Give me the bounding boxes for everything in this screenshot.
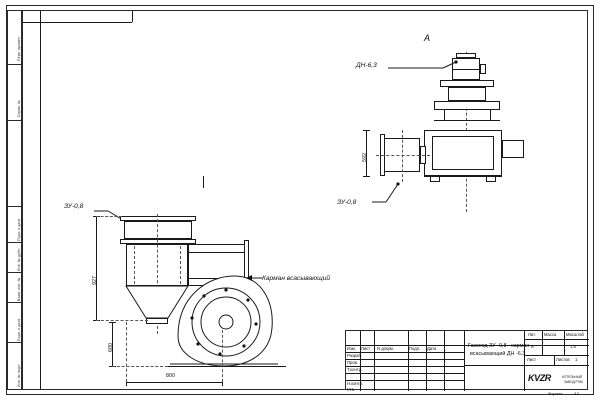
housing-foot-left: [430, 176, 440, 182]
tb-line: [542, 331, 543, 355]
dim-tick: [109, 322, 116, 323]
dim-ext-800-left: [126, 322, 127, 382]
fan-base-line: [166, 366, 286, 367]
tb-line: [524, 331, 525, 391]
stamp-cell: [8, 343, 22, 390]
stamp-cell-label: Справ. №: [17, 100, 21, 117]
view-mark-a-top: А: [424, 33, 431, 43]
tb-sheets-value: 1: [575, 357, 578, 362]
dim-line-927: [96, 216, 97, 320]
housing-foot-right: [486, 176, 496, 182]
tb-line: [524, 355, 589, 356]
stamp-cell: [8, 65, 22, 121]
left-margin-stamp: [7, 10, 22, 390]
tb-col-data: Дата: [427, 346, 437, 351]
dim-ext-600-bottom: [112, 366, 168, 367]
tb-line: [346, 380, 464, 381]
tb-role-utv: Утв.: [347, 387, 355, 392]
tb-role-nkontr: Н.контр.: [347, 381, 364, 386]
callout-zu-0-8-right: ЗУ-0,8: [337, 199, 357, 206]
support-beam-lower: [434, 101, 500, 110]
stamp-cell-label: Инв. № подл.: [17, 363, 21, 387]
support-leg-right: [490, 110, 491, 120]
company-logo: KVZR: [528, 373, 551, 383]
callout-zu-0-8-left: ЗУ-0,8: [64, 203, 84, 210]
fan-housing-inner: [432, 136, 494, 170]
tb-sheet-label: Лист: [527, 357, 537, 362]
dim-ext-927-bottom: [96, 320, 148, 321]
tb-line: [346, 366, 464, 367]
tb-role-tkontr: Т.контр.: [347, 367, 363, 372]
leader-suction-pocket: [240, 272, 266, 286]
tb-line: [564, 331, 565, 355]
tb-role-razrab: Разраб.: [347, 353, 363, 358]
bearing-housing: [448, 87, 486, 101]
tb-col-list: Лист: [361, 346, 371, 351]
zu-inner-line-left: [134, 246, 135, 284]
inlet-centerline-h: [376, 155, 430, 156]
tb-line: [374, 331, 375, 391]
pocket-line-top: [188, 252, 246, 253]
dimension-927: 927: [92, 276, 98, 285]
tb-role-prov: Пров.: [347, 360, 359, 365]
tb-line: [346, 352, 464, 353]
stamp-cell: [8, 303, 22, 343]
tb-line: [426, 331, 427, 391]
format-label: Формат: [548, 391, 563, 396]
dim-tick: [363, 130, 370, 131]
dim-tick: [363, 176, 370, 177]
stamp-cell-label: Взам. инв. №: [17, 277, 21, 301]
support-leg-left: [444, 110, 445, 120]
tb-head-lit: Лит.: [528, 332, 536, 337]
tb-head-massa: Масса: [544, 332, 557, 337]
stamp-cell-label: Подп. и дата: [17, 318, 21, 341]
leader-zu-0-8-right: [372, 176, 412, 210]
inlet-centerline: [402, 130, 403, 182]
tb-line: [346, 359, 464, 360]
frame-top-cell-line: [22, 22, 132, 23]
stamp-cell: [8, 207, 22, 243]
leader-dn-6-3: [388, 58, 468, 82]
tb-head-masshtab: Масштаб: [566, 332, 584, 337]
frame-left-inner-line: [40, 10, 41, 390]
tb-sheets-label: Листов: [556, 357, 570, 362]
motor-shaft-top: [480, 64, 486, 74]
tb-line: [464, 331, 465, 391]
title-block: [345, 330, 588, 390]
stamp-cell: [8, 243, 22, 273]
tb-col-izm: Изм.: [347, 346, 356, 351]
frame-top-cell-divider: [132, 10, 133, 22]
stamp-cell: [8, 273, 22, 303]
tb-line: [524, 339, 589, 340]
stamp-cell: [8, 121, 22, 207]
stamp-cell-label: Перв. примен.: [17, 35, 21, 61]
dim-ext-927-top: [96, 216, 122, 217]
tb-line: [408, 331, 409, 391]
company-name-line1: КОТЕЛЬНЫЙ: [562, 375, 582, 379]
dimension-600: 600: [108, 343, 114, 352]
tb-scale-value: 1:5: [570, 344, 576, 349]
stamp-cell-label: Инв. № дубл.: [17, 247, 21, 271]
tb-col-docum: N докум.: [377, 346, 394, 351]
stamp-cell: [8, 11, 22, 65]
fan-scroll-front-view: [168, 272, 278, 368]
callout-suction-pocket: Карман всасывающий: [262, 275, 331, 282]
zu-louver-section: [124, 221, 192, 239]
base-plate-line: [434, 120, 500, 121]
view-arrow-left: [203, 176, 204, 188]
dimension-800: 800: [166, 373, 175, 379]
tb-stage-letter: И: [531, 344, 535, 349]
tb-line: [464, 365, 589, 366]
tb-line: [346, 373, 464, 374]
dim-line-800: [126, 382, 222, 383]
dimension-592: 592: [362, 153, 368, 162]
dim-ext-800-right: [222, 330, 223, 382]
tb-col-podp: Подп.: [409, 346, 421, 351]
fan-outlet-right: [502, 140, 524, 158]
tb-line: [444, 331, 445, 391]
tb-title-line2: всасывающий ДН -6,3: [470, 351, 526, 357]
format-value: A3: [574, 391, 579, 396]
callout-dn-6-3: ДН-6,3: [356, 62, 377, 69]
zu-hopper-outlet: [146, 318, 168, 324]
tb-line: [554, 355, 555, 365]
company-name-line2: ЗАВОД РЭМ: [564, 380, 583, 384]
stamp-cell-label: Подп. и дата: [17, 218, 21, 241]
tb-title-line1: Газоход ЗУ -0,8 - карман: [468, 343, 530, 349]
